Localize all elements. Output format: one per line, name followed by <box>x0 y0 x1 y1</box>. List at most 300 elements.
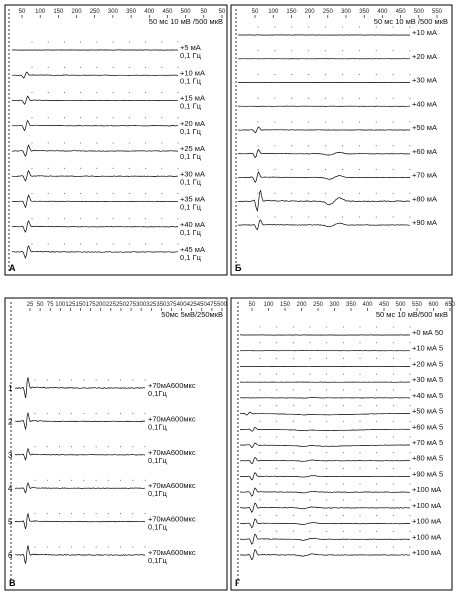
x-tick-label: 550 <box>411 302 423 308</box>
grid-dot <box>96 446 97 447</box>
grid-dot <box>308 50 309 51</box>
grid-dot <box>393 145 394 146</box>
emg-trace <box>12 72 178 78</box>
emg-trace <box>240 412 410 415</box>
grid-dot <box>120 380 121 381</box>
grid-dot <box>376 74 377 75</box>
grid-dot <box>258 169 259 170</box>
grid-dot <box>376 193 377 194</box>
grid-dot <box>326 468 327 469</box>
grid-dot <box>293 327 294 328</box>
grid-dot <box>310 342 311 343</box>
grid-dot <box>161 143 162 144</box>
grid-dot <box>48 67 49 68</box>
grid-dot <box>310 327 311 328</box>
trace-label: 0,1 Гц <box>180 51 201 60</box>
grid-dot <box>393 217 394 218</box>
grid-dot <box>376 374 377 375</box>
x-tick-label: 50 <box>218 9 226 15</box>
x-tick-label: 400 <box>362 302 373 308</box>
x-tick-label: 400 <box>176 302 187 308</box>
grid-dot <box>64 218 65 219</box>
grid-dot <box>274 74 275 75</box>
grid-dot <box>260 374 261 375</box>
grid-dot <box>393 515 394 516</box>
grid-dot <box>47 547 48 548</box>
grid-dot <box>310 499 311 500</box>
trace-label: +60 мА <box>412 146 437 156</box>
x-tick-label: 450 <box>162 9 173 15</box>
emg-trace <box>15 483 145 493</box>
x-tick-label: 150 <box>53 9 64 15</box>
grid-dot <box>132 413 133 414</box>
grid-dot <box>326 389 327 390</box>
trace-label: +5 мА <box>180 43 201 52</box>
grid-dot <box>71 513 72 514</box>
grid-dot <box>342 50 343 51</box>
grid-dot <box>343 358 344 359</box>
grid-dot <box>342 98 343 99</box>
emg-trace <box>12 195 178 207</box>
x-tick-label: 275 <box>126 302 137 308</box>
grid-dot <box>393 98 394 99</box>
panel-b <box>231 5 452 275</box>
x-tick-label: 250 <box>322 9 333 15</box>
grid-dot <box>293 468 294 469</box>
grid-dot <box>343 452 344 453</box>
x-tick-label: 600 <box>428 302 439 308</box>
emg-trace <box>240 458 410 464</box>
grid-dot <box>393 547 394 548</box>
grid-dot <box>129 67 130 68</box>
grid-dot <box>359 122 360 123</box>
grid-dot <box>293 437 294 438</box>
grid-dot <box>145 168 146 169</box>
grid-dot <box>96 42 97 43</box>
grid-dot <box>325 193 326 194</box>
grid-dot <box>145 244 146 245</box>
grid-dot <box>326 515 327 516</box>
grid-dot <box>145 218 146 219</box>
grid-dot <box>291 98 292 99</box>
emg-trace <box>238 220 410 230</box>
grid-dot <box>308 122 309 123</box>
grid-dot <box>410 389 411 390</box>
grid-dot <box>64 193 65 194</box>
grid-dot <box>120 547 121 548</box>
grid-dot <box>83 513 84 514</box>
grid-dot <box>343 437 344 438</box>
grid-dot <box>393 484 394 485</box>
emg-trace <box>238 127 410 133</box>
grid-dot <box>343 327 344 328</box>
grid-dot <box>343 468 344 469</box>
grid-dot <box>360 531 361 532</box>
grid-dot <box>376 389 377 390</box>
trace-label: +100 мА <box>412 532 442 542</box>
grid-dot <box>410 358 411 359</box>
grid-dot <box>393 169 394 170</box>
grid-dot <box>410 515 411 516</box>
grid-dot <box>410 74 411 75</box>
grid-dot <box>326 484 327 485</box>
x-tick-label: 200 <box>95 302 106 308</box>
grid-dot <box>71 380 72 381</box>
grid-dot <box>276 358 277 359</box>
grid-dot <box>48 143 49 144</box>
emg-trace <box>240 534 410 544</box>
emg-trace <box>240 398 410 399</box>
grid-dot <box>310 484 311 485</box>
emg-trace <box>238 172 410 182</box>
x-tick-label: 50 <box>200 9 208 15</box>
grid-dot <box>96 143 97 144</box>
grid-dot <box>120 480 121 481</box>
grid-dot <box>48 92 49 93</box>
trace-label: +50 мА 5 <box>412 406 444 416</box>
grid-dot <box>343 421 344 422</box>
grid-dot <box>326 405 327 406</box>
grid-dot <box>145 547 146 548</box>
trace-label: 0,1Гц <box>148 556 167 565</box>
grid-dot <box>293 358 294 359</box>
grid-dot <box>83 547 84 548</box>
emg-trace <box>240 503 410 512</box>
grid-dot <box>129 244 130 245</box>
grid-dot <box>178 218 179 219</box>
grid-dot <box>48 168 49 169</box>
grid-dot <box>293 374 294 375</box>
grid-dot <box>310 405 311 406</box>
grid-dot <box>310 452 311 453</box>
grid-dot <box>59 513 60 514</box>
grid-dot <box>145 67 146 68</box>
trace-label: +20 мА 5 <box>412 359 444 369</box>
x-tick-label: 150 <box>75 302 86 308</box>
grid-dot <box>293 484 294 485</box>
grid-dot <box>293 547 294 548</box>
grid-dot <box>96 380 97 381</box>
grid-dot <box>310 468 311 469</box>
grid-dot <box>360 358 361 359</box>
grid-dot <box>276 515 277 516</box>
grid-dot <box>161 193 162 194</box>
trace-label: 0,1 Гц <box>180 177 201 187</box>
grid-dot <box>310 515 311 516</box>
grid-dot <box>260 468 261 469</box>
trace-number: 5 <box>8 517 13 527</box>
grid-dot <box>258 217 259 218</box>
trace-label: +45 мА <box>180 245 205 254</box>
x-tick-label: 400 <box>144 9 155 15</box>
grid-dot <box>276 327 277 328</box>
grid-dot <box>376 405 377 406</box>
grid-dot <box>129 168 130 169</box>
grid-dot <box>64 42 65 43</box>
grid-dot <box>274 27 275 28</box>
grid-dot <box>310 358 311 359</box>
grid-dot <box>59 380 60 381</box>
grid-dot <box>260 342 261 343</box>
grid-dot <box>260 405 261 406</box>
grid-dot <box>393 74 394 75</box>
trace-label: +35 мА <box>180 194 205 204</box>
emg-trace <box>15 449 145 460</box>
grid-dot <box>376 484 377 485</box>
x-tick-label: 500 <box>413 9 424 15</box>
grid-dot <box>376 327 377 328</box>
grid-dot <box>161 218 162 219</box>
grid-dot <box>35 513 36 514</box>
grid-dot <box>32 193 33 194</box>
grid-dot <box>59 446 60 447</box>
grid-dot <box>145 92 146 93</box>
grid-dot <box>83 480 84 481</box>
trace-label: +40 мА 5 <box>412 390 444 400</box>
grid-dot <box>145 513 146 514</box>
grid-dot <box>342 169 343 170</box>
grid-dot <box>376 499 377 500</box>
grid-dot <box>161 244 162 245</box>
grid-dot <box>32 42 33 43</box>
grid-dot <box>343 374 344 375</box>
grid-dot <box>96 513 97 514</box>
x-tick-label: 450 <box>196 302 207 308</box>
grid-dot <box>260 531 261 532</box>
trace-label: 0,1 Гц <box>180 101 201 111</box>
grid-dot <box>343 499 344 500</box>
grid-dot <box>178 244 179 245</box>
grid-dot <box>129 42 130 43</box>
grid-dot <box>96 480 97 481</box>
panel-frame <box>5 298 227 590</box>
grid-dot <box>48 117 49 118</box>
grid-dot <box>291 27 292 28</box>
grid-dot <box>342 122 343 123</box>
grid-dot <box>326 374 327 375</box>
grid-dot <box>293 405 294 406</box>
grid-dot <box>308 193 309 194</box>
grid-dot <box>80 92 81 93</box>
emg-trace <box>15 514 145 529</box>
grid-dot <box>120 446 121 447</box>
grid-dot <box>80 218 81 219</box>
trace-label: +70 мА 5 <box>412 438 444 447</box>
grid-dot <box>260 515 261 516</box>
trace-label: 0,1Гц <box>148 489 167 499</box>
grid-dot <box>178 67 179 68</box>
grid-dot <box>376 437 377 438</box>
trace-label: 0,1Гц <box>148 422 167 432</box>
grid-dot <box>178 117 179 118</box>
grid-dot <box>376 531 377 532</box>
grid-dot <box>276 389 277 390</box>
grid-dot <box>260 437 261 438</box>
trace-label: +30 мА 5 <box>412 375 444 385</box>
grid-dot <box>258 74 259 75</box>
grid-dot <box>80 168 81 169</box>
grid-dot <box>178 193 179 194</box>
trace-label: +70мА600мкс <box>148 481 196 491</box>
grid-dot <box>113 143 114 144</box>
grid-dot <box>410 452 411 453</box>
grid-dot <box>342 145 343 146</box>
grid-dot <box>113 193 114 194</box>
grid-dot <box>32 244 33 245</box>
grid-dot <box>260 452 261 453</box>
trace-label: +40 мА <box>180 219 205 229</box>
grid-dot <box>360 437 361 438</box>
scale-annotation: 50 мс 10 мВ/500 мкВ <box>375 310 448 319</box>
grid-dot <box>410 421 411 422</box>
grid-dot <box>274 98 275 99</box>
grid-dot <box>64 92 65 93</box>
grid-dot <box>376 217 377 218</box>
x-tick-label: 100 <box>35 9 46 15</box>
trace-label: +70мА600мкс <box>148 548 196 557</box>
grid-dot <box>129 117 130 118</box>
trace-label: +100 мА <box>412 500 442 510</box>
x-tick-label: 225 <box>105 302 116 308</box>
x-tick-label: 550 <box>431 9 443 15</box>
grid-dot <box>96 67 97 68</box>
grid-dot <box>293 499 294 500</box>
grid-dot <box>260 327 261 328</box>
x-tick-label: 400 <box>377 9 388 15</box>
x-tick-label: 500 <box>180 9 191 15</box>
grid-dot <box>145 42 146 43</box>
x-tick-label: 75 <box>46 302 54 308</box>
grid-dot <box>276 374 277 375</box>
grid-dot <box>178 168 179 169</box>
grid-dot <box>376 452 377 453</box>
emg-trace <box>12 96 178 104</box>
grid-dot <box>108 480 109 481</box>
x-tick-label: 300 <box>136 302 147 308</box>
grid-dot <box>145 380 146 381</box>
emg-trace <box>240 443 410 448</box>
grid-dot <box>274 50 275 51</box>
grid-dot <box>132 513 133 514</box>
grid-dot <box>161 67 162 68</box>
grid-dot <box>293 515 294 516</box>
panel-letter: Г <box>235 578 241 588</box>
grid-dot <box>47 380 48 381</box>
grid-dot <box>326 547 327 548</box>
grid-dot <box>343 484 344 485</box>
grid-dot <box>376 27 377 28</box>
grid-dot <box>83 446 84 447</box>
grid-dot <box>129 143 130 144</box>
emg-trace <box>240 473 410 480</box>
grid-dot <box>178 42 179 43</box>
grid-dot <box>410 193 411 194</box>
grid-dot <box>48 244 49 245</box>
x-tick-label: 350 <box>359 9 370 15</box>
x-tick-label: 500 <box>216 302 228 308</box>
panel-frame <box>231 5 452 275</box>
grid-dot <box>359 193 360 194</box>
trace-label: +0 мА 50 <box>412 328 444 337</box>
grid-dot <box>410 27 411 28</box>
grid-dot <box>410 374 411 375</box>
x-tick-label: 200 <box>71 9 82 15</box>
grid-dot <box>359 98 360 99</box>
scale-annotation: 50 мс 10 мВ /500 мкВ <box>148 17 223 26</box>
grid-dot <box>343 515 344 516</box>
grid-dot <box>274 145 275 146</box>
grid-dot <box>359 27 360 28</box>
x-tick-label: 325 <box>146 302 157 308</box>
grid-dot <box>96 92 97 93</box>
grid-dot <box>326 327 327 328</box>
trace-label: +30 мА <box>180 169 205 179</box>
grid-dot <box>393 50 394 51</box>
trace-label: +100 мА <box>412 516 442 526</box>
grid-dot <box>308 169 309 170</box>
grid-dot <box>326 342 327 343</box>
emg-trace <box>12 221 178 232</box>
grid-dot <box>393 389 394 390</box>
grid-dot <box>108 413 109 414</box>
x-tick-label: 450 <box>378 302 390 308</box>
trace-label: +80 мА <box>412 194 437 204</box>
x-tick-label: 125 <box>65 302 76 308</box>
grid-dot <box>393 531 394 532</box>
grid-dot <box>291 193 292 194</box>
emg-trace <box>12 246 178 258</box>
grid-dot <box>274 193 275 194</box>
grid-dot <box>48 193 49 194</box>
grid-dot <box>274 217 275 218</box>
grid-dot <box>59 480 60 481</box>
x-tick-label: 200 <box>304 9 315 15</box>
panel-letter: А <box>9 263 16 273</box>
x-tick-label: 100 <box>55 302 66 308</box>
grid-dot <box>108 513 109 514</box>
grid-dot <box>80 143 81 144</box>
grid-dot <box>274 122 275 123</box>
grid-dot <box>343 547 344 548</box>
grid-dot <box>360 327 361 328</box>
grid-dot <box>291 74 292 75</box>
grid-dot <box>293 452 294 453</box>
x-tick-label: 250 <box>89 9 100 15</box>
grid-dot <box>260 499 261 500</box>
grid-dot <box>376 122 377 123</box>
emg-trace <box>12 171 178 181</box>
grid-dot <box>260 358 261 359</box>
grid-dot <box>80 244 81 245</box>
grid-dot <box>178 92 179 93</box>
grid-dot <box>71 547 72 548</box>
grid-dot <box>113 92 114 93</box>
x-tick-label: 100 <box>263 302 274 308</box>
grid-dot <box>376 358 377 359</box>
grid-dot <box>376 342 377 343</box>
grid-dot <box>276 499 277 500</box>
grid-dot <box>276 405 277 406</box>
x-tick-label: 350 <box>345 302 357 308</box>
grid-dot <box>35 413 36 414</box>
grid-dot <box>96 168 97 169</box>
grid-dot <box>276 421 277 422</box>
grid-dot <box>293 389 294 390</box>
grid-dot <box>360 499 361 500</box>
x-tick-label: 300 <box>340 9 352 15</box>
grid-dot <box>260 421 261 422</box>
grid-dot <box>258 145 259 146</box>
